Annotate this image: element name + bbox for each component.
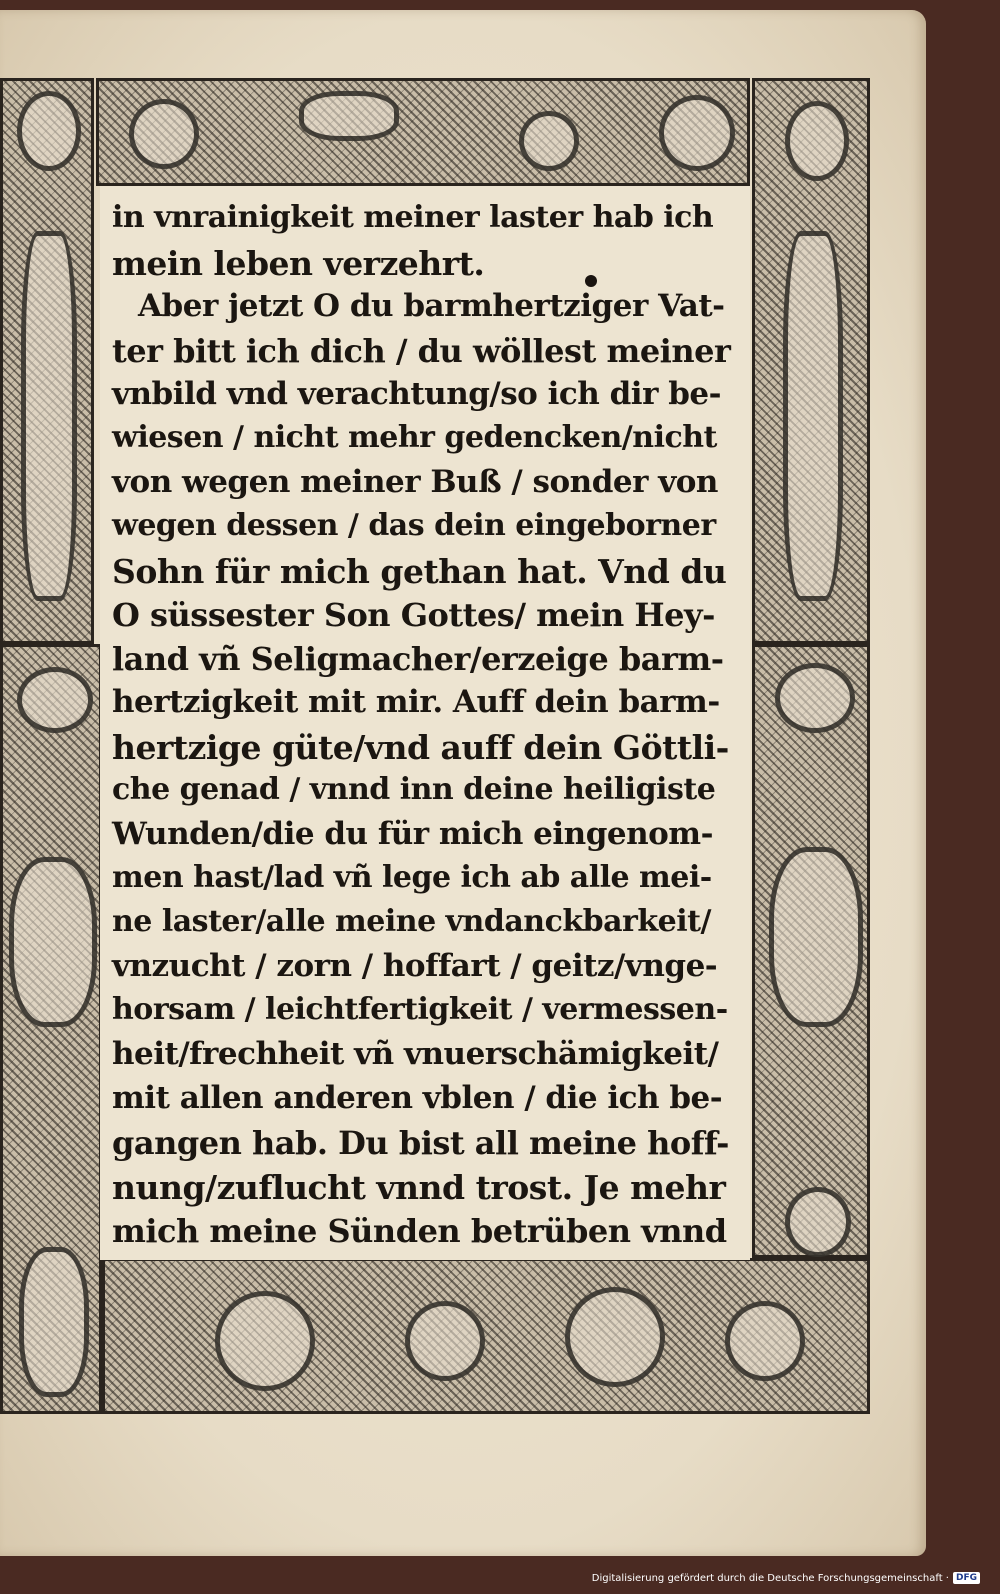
paper-hole	[585, 275, 597, 287]
text-line: men hast/lad vñ lege ich ab alle mei-	[112, 860, 712, 895]
text-line: mein leben verzehrt.	[112, 244, 485, 283]
text-line: Sohn für mich gethan hat. Vnd du	[112, 552, 727, 591]
text-line: mit allen anderen vblen / die ich be-	[112, 1080, 723, 1116]
credit-text: Digitalisierung gefördert durch die Deutsche Forschungsgemeinschaft ·	[591, 1572, 949, 1584]
text-line: ne laster/alle meine vndanckbarkeit/	[112, 904, 711, 939]
text-line: vnzucht / zorn / hoffart / geitz/vnge-	[112, 948, 718, 984]
text-line: wegen dessen / das dein eingeborner	[112, 508, 716, 543]
text-line: O süssester Son Gottes/ mein Hey-	[112, 596, 715, 634]
text-line: hertzige güte/vnd auff dein Göttli-	[112, 728, 729, 767]
border-top-ornament	[96, 78, 750, 186]
text-line: land vñ Seligmacher/erzeige barm-	[112, 640, 724, 678]
text-line: Wunden/die du für mich eingenom-	[112, 816, 713, 852]
text-line: vnbild vnd verachtung/so ich dir be-	[112, 376, 721, 412]
text-line: gangen hab. Du bist all meine hoff-	[112, 1124, 729, 1162]
text-line: ter bitt ich dich / du wöllest meiner	[112, 332, 731, 370]
border-left-figure	[0, 78, 94, 644]
text-line: horsam / leichtfertigkeit / vermessen-	[112, 992, 728, 1027]
border-bottom-ornament	[102, 1258, 870, 1414]
text-line: nung/zuflucht vnnd trost. Je mehr	[112, 1168, 726, 1207]
text-line: heit/frechheit vñ vnuerschämigkeit/	[112, 1036, 719, 1072]
text-line: von wegen meiner Buß / sonder von	[112, 464, 718, 500]
text-line: in vnrainigkeit meiner laster hab ich	[112, 200, 714, 235]
text-line: wiesen / nicht mehr gedencken/nicht	[112, 420, 717, 455]
text-line: che genad / vnnd inn deine heiligiste	[112, 772, 716, 807]
text-line: Aber jetzt O du barmhertziger Vat-	[138, 288, 725, 324]
book-page	[0, 10, 926, 1556]
text-block	[100, 186, 750, 1260]
border-right-ornament	[752, 644, 870, 1258]
text-line: hertzigkeit mit mir. Auff dein barm-	[112, 684, 720, 720]
text-line: mich meine Sünden betrüben vnnd	[112, 1212, 727, 1250]
digitization-credit	[592, 1572, 980, 1584]
border-left-ornament	[0, 644, 102, 1414]
border-right-figure	[752, 78, 870, 644]
dfg-logo: DFG	[953, 1572, 980, 1584]
